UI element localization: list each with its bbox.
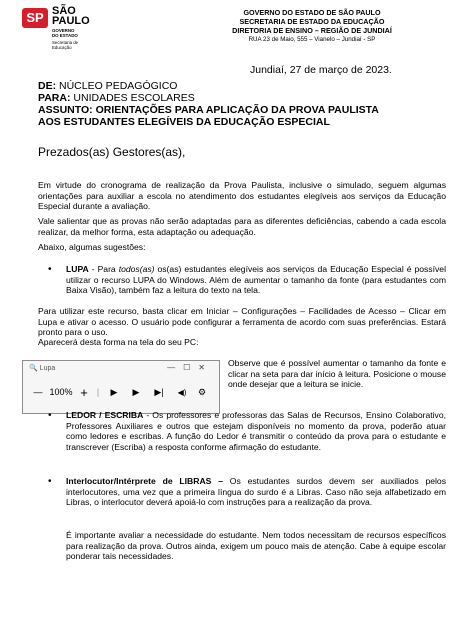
- logo-name: [52, 6, 90, 26]
- lupa-italic: todos(as): [118, 264, 155, 274]
- assunto-line2: AOS ESTUDANTES ELEGÍVEIS DA EDUCAÇÃO ESPECIAL: [38, 116, 330, 128]
- next-button[interactable]: ▶|: [154, 386, 164, 397]
- header-block: [182, 8, 442, 44]
- maximize-icon[interactable]: ☐: [183, 363, 199, 372]
- minimize-icon[interactable]: —: [167, 363, 184, 372]
- lupa-rest: os(as) estudantes elegíveis aos serviços da Educação Especial é possível utilizar o recurso LUPA do Windows. Além de aumentar o tamanho da fonte (para estudantes com Baixa Visão), também faz a leitura do texto na tela.: [66, 264, 446, 296]
- magnifier-title: [29, 364, 55, 372]
- ledor-term: LEDOR / ESCRIBA: [66, 410, 144, 420]
- logo-sec-line2: Educação: [52, 45, 72, 50]
- bullet-dot: •: [48, 264, 52, 275]
- window-buttons: [167, 363, 213, 372]
- read-from-here-button[interactable]: ▶: [132, 386, 140, 397]
- logo-gov-line1: GOVERNO: [52, 28, 75, 33]
- bullet-dot: •: [48, 476, 52, 487]
- logo-name-line1: SÃO: [52, 5, 76, 17]
- sp-logo-badge: SP: [22, 8, 48, 28]
- magnifier-title-text: Lupa: [39, 365, 56, 372]
- paragraph-4: Para utilizar este recurso, basta clicar em Iniciar – Configurações – Facilidades de Acesso – Clicar em Lupa e ativar o acesso. O usuário pode configurar a ferramenta de acordo com suas preferências. Estará pronto para o uso.: [38, 306, 446, 338]
- bullet-dot: •: [48, 410, 52, 421]
- header-line3: DIRETORIA DE ENSINO – REGIÃO DE JUNDIAÍ: [232, 26, 392, 35]
- de-value: NÚCLEO PEDAGÓGICO: [56, 80, 178, 92]
- de-label: DE:: [38, 80, 57, 92]
- paragraph-6: É importante avaliar a necessidade do estudante. Nem todos necessitam de recursos específicos para realização da prova. Outros ainda, exigem um pouco mais de atenção. Cabe à equipe escolar ponderar tais necessidades.: [66, 530, 446, 562]
- assunto-line: [38, 104, 448, 116]
- play-button[interactable]: ▶: [110, 386, 118, 397]
- para-label: PARA:: [38, 92, 71, 104]
- magnifier-toolbar: [29, 383, 213, 401]
- logo-gov-line2: DO ESTADO: [52, 33, 78, 38]
- paragraph-5: Aparecerá desta forma na tela do seu PC:: [38, 337, 199, 347]
- voice-icon[interactable]: ◀): [177, 387, 187, 397]
- de-line: [38, 80, 448, 92]
- paragraph-3: Abaixo, algumas sugestões:: [38, 242, 146, 252]
- header-address: RUA 23 de Maio, 555 – Vianelo – Jundiaí - SP: [248, 36, 376, 43]
- lupa-item: [66, 264, 446, 296]
- zoom-level: 100%: [49, 387, 73, 397]
- zoom-in-button[interactable]: +: [80, 384, 88, 400]
- zoom-out-button[interactable]: —: [33, 387, 43, 397]
- paragraph-2: Vale salientar que as provas não serão adaptadas para as diferentes deficiências, cabendo a cada escola realizar, da melhor forma, esta adaptação ou adequação.: [38, 216, 446, 237]
- libras-rest: Os estudantes surdos devem ser auxiliados pelos interlocutores, uma vez que a primeira língua do surdo é a Libras. Caso não seja alfabetizado em Libras, o interlocutor deverá apoiá-lo com instruções para a realização da prova.: [66, 476, 446, 508]
- date-line: Jundiaí, 27 de março de 2023.: [250, 64, 392, 76]
- lupa-term: LUPA: [66, 264, 89, 274]
- libras-term: Interlocutor/Intérprete de LIBRAS –: [66, 476, 223, 486]
- magnifier-note: Observe que é possível aumentar o tamanho da fonte e clicar na seta para dar início à leitura. Posicione o mouse onde desejar que a leitura se inicie.: [228, 358, 446, 390]
- memo-header: [38, 80, 448, 128]
- magnifier-window: [22, 360, 220, 414]
- magnifier-icon: 🔍: [29, 365, 38, 372]
- header-line1: GOVERNO DO ESTADO DE SÃO PAULO: [243, 8, 381, 17]
- greeting: Prezados(as) Gestores(as),: [38, 145, 186, 159]
- logo-sec-line1: Secretaria de: [52, 40, 79, 45]
- assunto-label: ASSUNTO:: [38, 104, 93, 116]
- libras-item: [66, 476, 446, 508]
- ledor-rest: - Os professores e professoras das Salas de Recursos, Ensino Colaborativo, Professores Auxiliares e outros que estejam disponíveis no momento da prova, poderão atuar como ledores e escribas. A função do Ledor é transmitir o conteúdo da prova para o estudante e transcrever (Escriba) a resposta conforme afirmação do estudante.: [66, 410, 446, 452]
- header-line2: SECRETARIA DE ESTADO DA EDUCAÇÃO: [239, 17, 385, 26]
- logo-sec: [52, 40, 78, 50]
- close-icon[interactable]: ✕: [198, 363, 213, 372]
- para-value: UNIDADES ESCOLARES: [70, 92, 195, 104]
- logo-name-line2: PAULO: [52, 15, 90, 27]
- para-line: [38, 92, 448, 104]
- lupa-sep: - Para: [88, 264, 119, 274]
- settings-gear-icon[interactable]: ⚙: [197, 386, 207, 397]
- logo-gov: [52, 28, 78, 38]
- ledor-item: [66, 410, 446, 452]
- paragraph-1: Em virtude do cronograma de realização da Prova Paulista, inclusive o simulado, seguem algumas orientações para auxiliar a escola no atendimento dos estudantes elegíveis aos serviços da Educação Especial durante a avaliação.: [38, 180, 446, 212]
- toolbar-divider: |: [96, 387, 100, 397]
- assunto-value: ORIENTAÇÕES PARA APLICAÇÃO DA PROVA PAULISTA: [92, 104, 379, 116]
